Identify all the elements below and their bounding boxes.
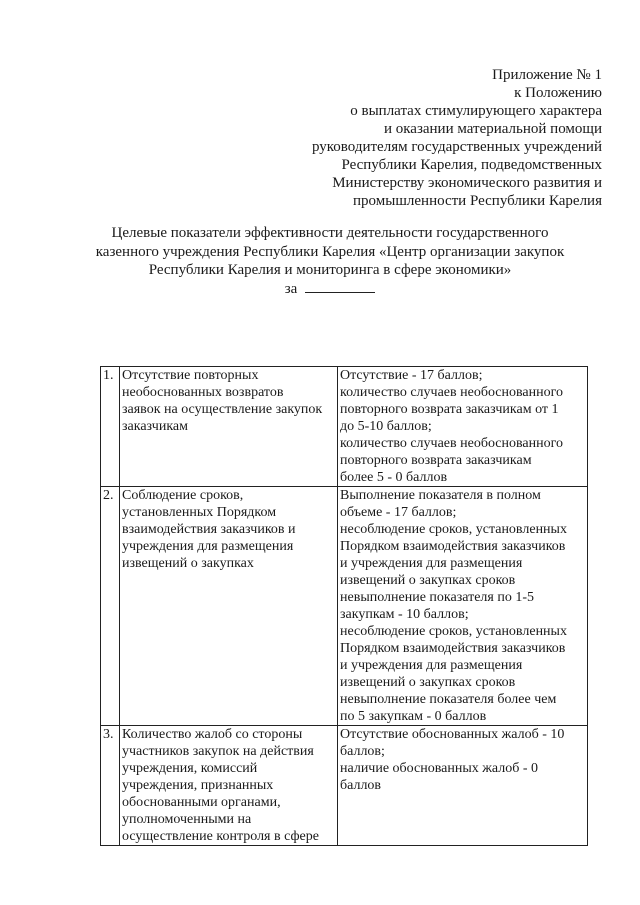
criterion-line: осуществление контроля в сфере bbox=[122, 829, 319, 844]
appendix-line: Республики Карелия, подведомственных bbox=[341, 157, 602, 173]
score-line: количество случаев необоснованного bbox=[340, 385, 564, 400]
table-row bbox=[101, 487, 588, 726]
table-row bbox=[101, 367, 588, 487]
document-title bbox=[90, 224, 570, 298]
appendix-line: промышленности Республики Карелия bbox=[353, 193, 602, 209]
score-line: несоблюдение сроков, установленных bbox=[340, 522, 567, 537]
criterion-line: учреждения для размещения bbox=[122, 539, 294, 554]
criterion-line: заказчикам bbox=[122, 419, 188, 434]
appendix-line: и оказании материальной помощи bbox=[383, 121, 602, 137]
score-line: баллов; bbox=[340, 744, 385, 759]
score-line: Выполнение показателя в полном bbox=[340, 488, 541, 503]
criterion-line: уполномоченными на bbox=[122, 812, 252, 827]
score-line: и учреждения для размещения bbox=[340, 556, 523, 571]
row-number: 1. bbox=[101, 367, 120, 487]
period-blank-line bbox=[305, 280, 375, 293]
criterion-cell bbox=[120, 726, 338, 846]
score-line: и учреждения для размещения bbox=[340, 658, 523, 673]
score-line: баллов bbox=[340, 778, 382, 793]
criterion-line: взаимодействия заказчиков и bbox=[122, 522, 296, 537]
score-line: до 5-10 баллов; bbox=[340, 419, 432, 434]
score-cell bbox=[338, 487, 588, 726]
score-line: закупкам - 10 баллов; bbox=[340, 607, 469, 622]
criterion-line: заявок на осуществление закупок bbox=[122, 402, 323, 417]
criterion-line: учреждения, признанных bbox=[122, 778, 274, 793]
score-cell bbox=[338, 367, 588, 487]
score-line: повторного возврата заказчикам bbox=[340, 453, 532, 468]
row-number: 2. bbox=[101, 487, 120, 726]
score-line: более 5 - 0 баллов bbox=[340, 470, 448, 485]
title-line: Республики Карелия и мониторинга в сфере экономики» bbox=[148, 262, 512, 278]
score-cell bbox=[338, 726, 588, 846]
score-line: количество случаев необоснованного bbox=[340, 436, 564, 451]
score-line: извещений о закупках сроков bbox=[340, 573, 516, 588]
criterion-cell bbox=[120, 487, 338, 726]
criterion-cell bbox=[120, 367, 338, 487]
score-line: невыполнение показателя по 1-5 bbox=[340, 590, 535, 605]
appendix-line: о выплатах стимулирующего характера bbox=[350, 103, 602, 119]
score-line: Отсутствие обоснованных жалоб - 10 bbox=[340, 727, 565, 742]
row-number: 3. bbox=[101, 726, 120, 846]
score-line: извещений о закупках сроков bbox=[340, 675, 516, 690]
criterion-line: обоснованными органами, bbox=[122, 795, 281, 810]
appendix-line: к Положению bbox=[514, 85, 602, 101]
period-line bbox=[90, 280, 570, 299]
table-row bbox=[101, 726, 588, 846]
score-line: по 5 закупкам - 0 баллов bbox=[340, 709, 487, 724]
score-line: Отсутствие - 17 баллов; bbox=[340, 368, 483, 383]
criterion-line: извещений о закупках bbox=[122, 556, 254, 571]
appendix-line: руководителям государственных учреждений bbox=[311, 139, 602, 155]
score-line: объеме - 17 баллов; bbox=[340, 505, 457, 520]
score-line: Порядком взаимодействия заказчиков bbox=[340, 641, 566, 656]
criterion-line: Соблюдение сроков, bbox=[122, 488, 244, 503]
criterion-line: установленных Порядком bbox=[122, 505, 277, 520]
score-line: повторного возврата заказчикам от 1 bbox=[340, 402, 559, 417]
criterion-line: Отсутствие повторных bbox=[122, 368, 259, 383]
period-label: за bbox=[284, 280, 298, 297]
score-line: несоблюдение сроков, установленных bbox=[340, 624, 567, 639]
appendix-line: Приложение № 1 bbox=[492, 67, 602, 83]
title-line: казенного учреждения Республики Карелия «Центр организации закупок bbox=[95, 243, 565, 260]
title-line: Целевые показатели эффективности деятельности государственного bbox=[111, 225, 549, 241]
criterion-line: Количество жалоб со стороны bbox=[122, 727, 303, 742]
criterion-line: учреждения, комиссий bbox=[122, 761, 258, 776]
appendix-line: Министерству экономического развития и bbox=[332, 175, 602, 191]
criterion-line: необоснованных возвратов bbox=[122, 385, 284, 400]
criterion-line: участников закупок на действия bbox=[122, 744, 314, 759]
appendix-header bbox=[182, 66, 602, 210]
criteria-table bbox=[100, 366, 588, 846]
score-line: невыполнение показателя более чем bbox=[340, 692, 557, 707]
score-line: Порядком взаимодействия заказчиков bbox=[340, 539, 566, 554]
score-line: наличие обоснованных жалоб - 0 bbox=[340, 761, 539, 776]
